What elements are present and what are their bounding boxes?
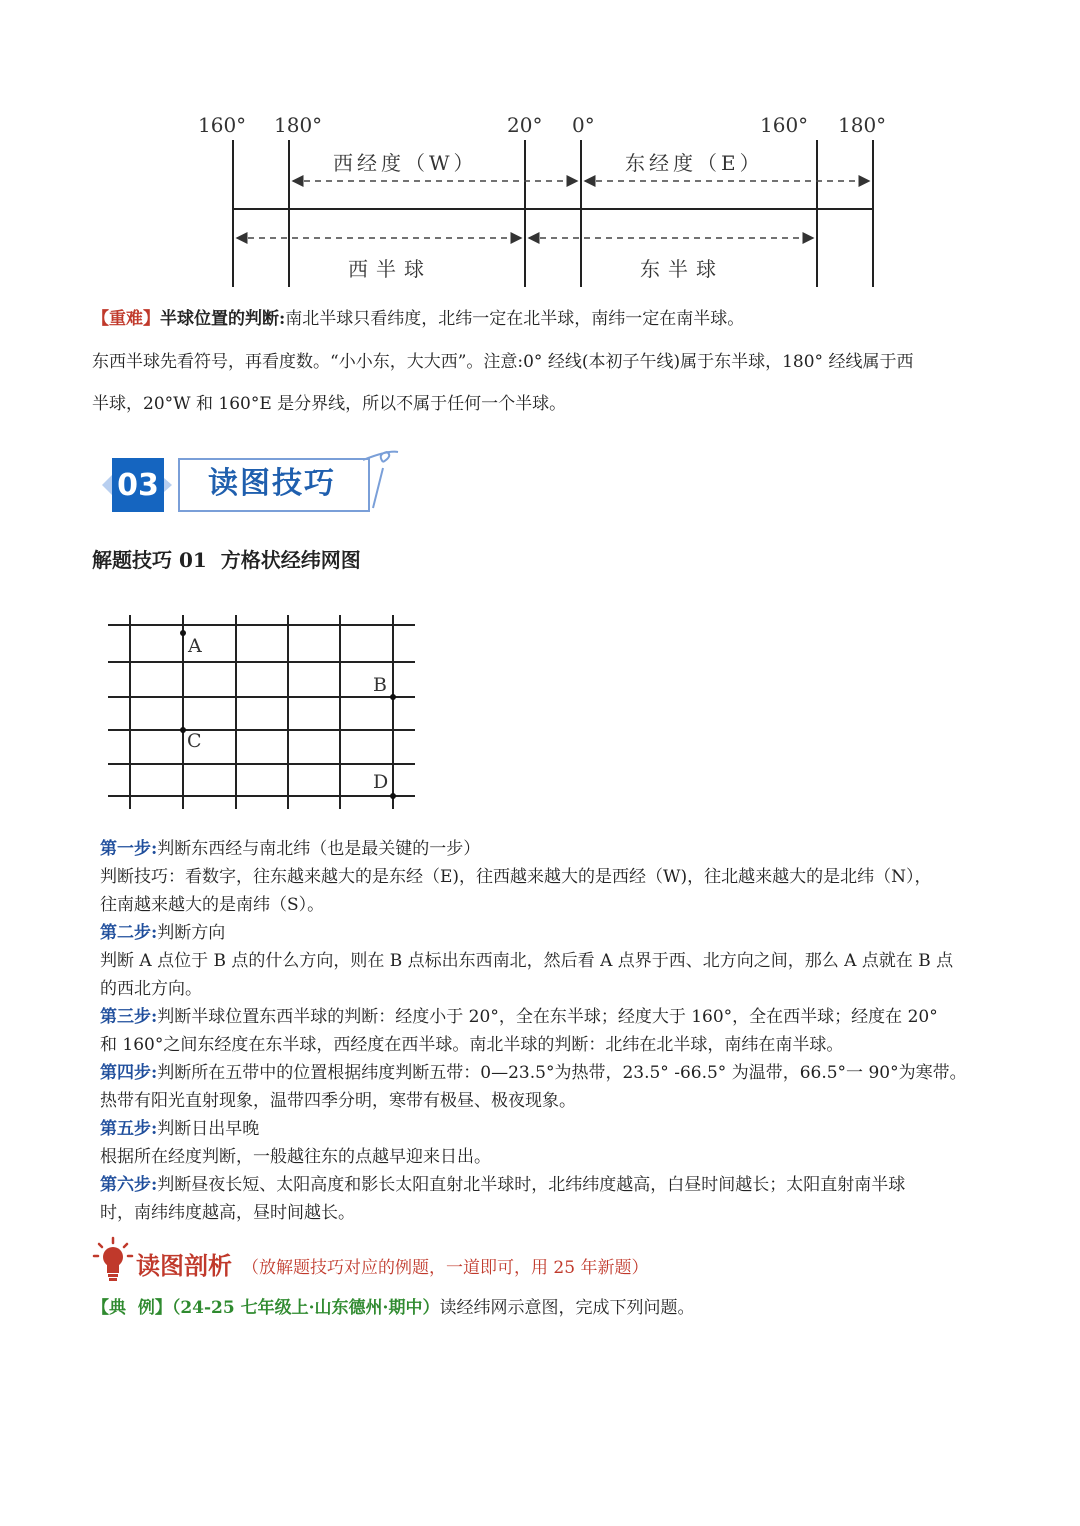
label-180w: 180° [274, 113, 323, 137]
step-1-heading [100, 835, 1040, 863]
grid-point-c: C [187, 730, 202, 752]
label-0: 0° [572, 113, 595, 137]
analysis-heading [92, 1236, 792, 1286]
key-point-title: 半球位置的判断: [160, 309, 286, 329]
example-tag: 【典 例】 [92, 1298, 172, 1318]
label-160e: 160° [760, 113, 809, 137]
example-text: 读经纬网示意图，完成下列问题。 [439, 1298, 695, 1318]
step-5-line: 根据所在经度判断，一般越往东的点越早迎来日出。 [100, 1147, 491, 1167]
step-4-line: 热带有阳光直射现象，温带四季分明，寒带有极昼、极夜现象。 [100, 1091, 576, 1111]
west-hemisphere-label: 西半球 [348, 257, 432, 281]
lightbulb-icon [92, 1236, 134, 1284]
grid-point-a: A [188, 635, 202, 657]
steps-block [100, 835, 1040, 1227]
diagram-lines [190, 105, 920, 290]
label-160w: 160° [198, 113, 247, 137]
step-1-text: 判断东西经与南北纬（也是最关键的一步） [157, 839, 481, 859]
key-point-line3: 半球，20°W 和 160°E 是分界线，所以不属于任何一个半球。 [92, 394, 567, 414]
technique-heading: 解题技巧 01 方格状经纬网图 [92, 548, 361, 572]
step-1-line: 判断技巧：看数字，往东越来越大的是东经（E)，往西越来越大的是西经（W)，往北越来越大的是北纬（N）， [100, 867, 932, 887]
west-longitude-label: 西经度（W） [333, 151, 478, 175]
step-3-text: 判断半球位置东西半球的判断：经度小于 20°，全在东半球；经度大于 160°，全在西半球；经度在 20° [157, 1007, 938, 1027]
key-point-text1: 南北半球只看纬度，北纬一定在北半球，南纬一定在南半球。 [285, 309, 745, 329]
example-source: （24-25 七年级上·山东德州·期中） [171, 1298, 440, 1318]
grid-point-d: D [373, 771, 389, 793]
step-2-heading [100, 919, 1040, 947]
east-longitude-label: 东经度（E） [625, 151, 764, 175]
step-4-label: 第四步: [100, 1063, 158, 1083]
analysis-title: 读图剖析 [136, 1251, 232, 1280]
step-6-text: 判断昼夜长短、太阳高度和影长太阳直射北半球时，北纬纬度越高，白昼时间越长；太阳直射南半球 [157, 1175, 906, 1195]
label-180e: 180° [838, 113, 887, 137]
grid-point-b: B [373, 674, 387, 696]
east-hemisphere-label: 东半球 [640, 257, 724, 281]
step-6-heading [100, 1171, 1040, 1199]
badge-title: 读图技巧 [208, 466, 336, 501]
key-point-line2: 东西半球先看符号，再看度数。“小小东，大大西”。注意:0° 经线(本初子午线)属于东半球，180° 经线属于西 [92, 352, 914, 372]
step-3-label: 第三步: [100, 1007, 158, 1027]
hemisphere-diagram [190, 105, 920, 290]
grid-diagram [108, 613, 420, 813]
key-point-line1 [92, 305, 744, 333]
key-point-tag: 【重难】 [92, 309, 160, 329]
analysis-note: （放解题技巧对应的例题，一道即可，用 25 年新题） [242, 1258, 649, 1278]
step-3-heading [100, 1003, 1040, 1031]
example-line [92, 1294, 694, 1322]
step-6-label: 第六步: [100, 1175, 158, 1195]
step-2-line: 判断 A 点位于 B 点的什么方向，则在 B 点标出东西南北，然后看 A 点界于西、北方向之间，那么 A 点就在 B 点 [100, 951, 954, 971]
section-badge [98, 448, 408, 520]
step-2-label: 第二步: [100, 923, 158, 943]
step-1-label: 第一步: [100, 839, 158, 859]
label-20w: 20° [507, 113, 543, 137]
step-3-line: 和 160°之间东经度在东半球，西经度在西半球。南北半球的判断：北纬在北半球，南纬在南半球。 [100, 1035, 844, 1055]
step-2-text: 判断方向 [157, 923, 226, 943]
step-5-label: 第五步: [100, 1119, 158, 1139]
step-4-heading [100, 1059, 1040, 1087]
step-5-text: 判断日出早晚 [157, 1119, 260, 1139]
step-6-line: 时，南纬纬度越高，昼时间越长。 [100, 1203, 355, 1223]
step-2-line: 的西北方向。 [100, 979, 202, 999]
badge-number: 03 [117, 468, 159, 503]
step-5-heading [100, 1115, 1040, 1143]
step-1-line: 往南越来越大的是南纬（S）。 [100, 895, 325, 915]
step-4-text: 判断所在五带中的位置根据纬度判断五带：0—23.5°为热带，23.5° -66.5° 为温带，66.5°一 90°为寒带。 [157, 1063, 967, 1083]
